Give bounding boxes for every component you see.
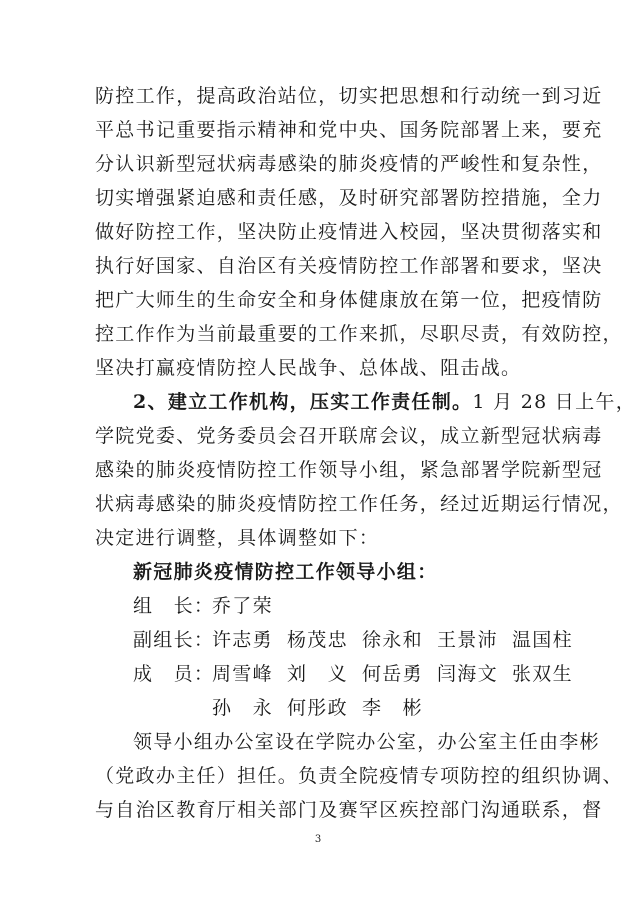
leader-label: 组 长： — [133, 595, 215, 617]
member-name: 周雪峰 — [212, 663, 273, 685]
paragraph1-line-4: 切实增强紧迫感和责任感，及时研究部署防控措施，全力 — [95, 187, 603, 209]
section2-first-line — [0, 390, 636, 414]
deputy-name: 温国柱 — [512, 629, 573, 651]
paragraph1-line-8: 控工作作为当前最重要的工作来抓，尽职尽责，有效防控， — [95, 323, 623, 345]
member-name: 刘 义 — [287, 663, 348, 685]
members-label: 成 员： — [133, 663, 215, 685]
deputy-label: 副组长： — [133, 629, 215, 651]
deputy-name: 杨茂忠 — [287, 629, 348, 651]
paragraph3-line-3: 与自治区教育厅相关部门及赛罕区疾控部门沟通联系，督 — [95, 799, 603, 821]
page-number: 3 — [314, 834, 322, 845]
paragraph3-line-2: （党政办主任）担任。负责全院疫情专项防控的组织协调、 — [95, 765, 623, 787]
member-name: 李 彬 — [362, 697, 423, 719]
member-name: 何彤政 — [287, 697, 348, 719]
member-name: 孙 永 — [212, 697, 273, 719]
member-name: 闫海文 — [437, 663, 498, 685]
section2-line-3: 感染的肺炎疫情防控工作领导小组，紧急部署学院新型冠 — [95, 459, 603, 481]
member-name: 张双生 — [512, 663, 573, 685]
deputy-name: 徐永和 — [362, 629, 423, 651]
paragraph1-line-5: 做好防控工作，坚决防止疫情进入校园，坚决贯彻落实和 — [95, 221, 603, 243]
paragraph1-line-6: 执行好国家、自治区有关疫情防控工作部署和要求，坚决 — [95, 255, 603, 277]
section2-line-2: 学院党委、党务委员会召开联席会议，成立新型冠状病毒 — [95, 425, 603, 447]
group-title: 新冠肺炎疫情防控工作领导小组： — [133, 561, 438, 583]
paragraph1-line-1: 防控工作，提高政治站位，切实把思想和行动统一到习近 — [95, 85, 603, 107]
paragraph3-line-1: 领导小组办公室设在学院办公室，办公室主任由李彬 — [133, 731, 600, 753]
paragraph1-line-9: 坚决打赢疫情防控人民战争、总体战、阻击战。 — [95, 357, 522, 379]
deputy-name: 许志勇 — [212, 629, 273, 651]
paragraph1-line-2: 平总书记重要指示精神和党中央、国务院部署上来，要充 — [95, 119, 603, 141]
section2-line-5: 决定进行调整，具体调整如下： — [95, 527, 380, 549]
paragraph1-line-3: 分认识新型冠状病毒感染的肺炎疫情的严峻性和复杂性， — [95, 153, 603, 175]
section2-date: 1 月 28 日上午， — [472, 391, 636, 413]
member-name: 何岳勇 — [362, 663, 423, 685]
section2-line-4: 状病毒感染的肺炎疫情防控工作任务，经过近期运行情况， — [95, 493, 623, 515]
leader-name: 乔了荣 — [212, 595, 273, 617]
paragraph1-line-7: 把广大师生的生命安全和身体健康放在第一位，把疫情防 — [95, 289, 603, 311]
deputy-name: 王景沛 — [437, 629, 498, 651]
section2-heading: 2、建立工作机构，压实工作责任制。 — [133, 391, 473, 413]
